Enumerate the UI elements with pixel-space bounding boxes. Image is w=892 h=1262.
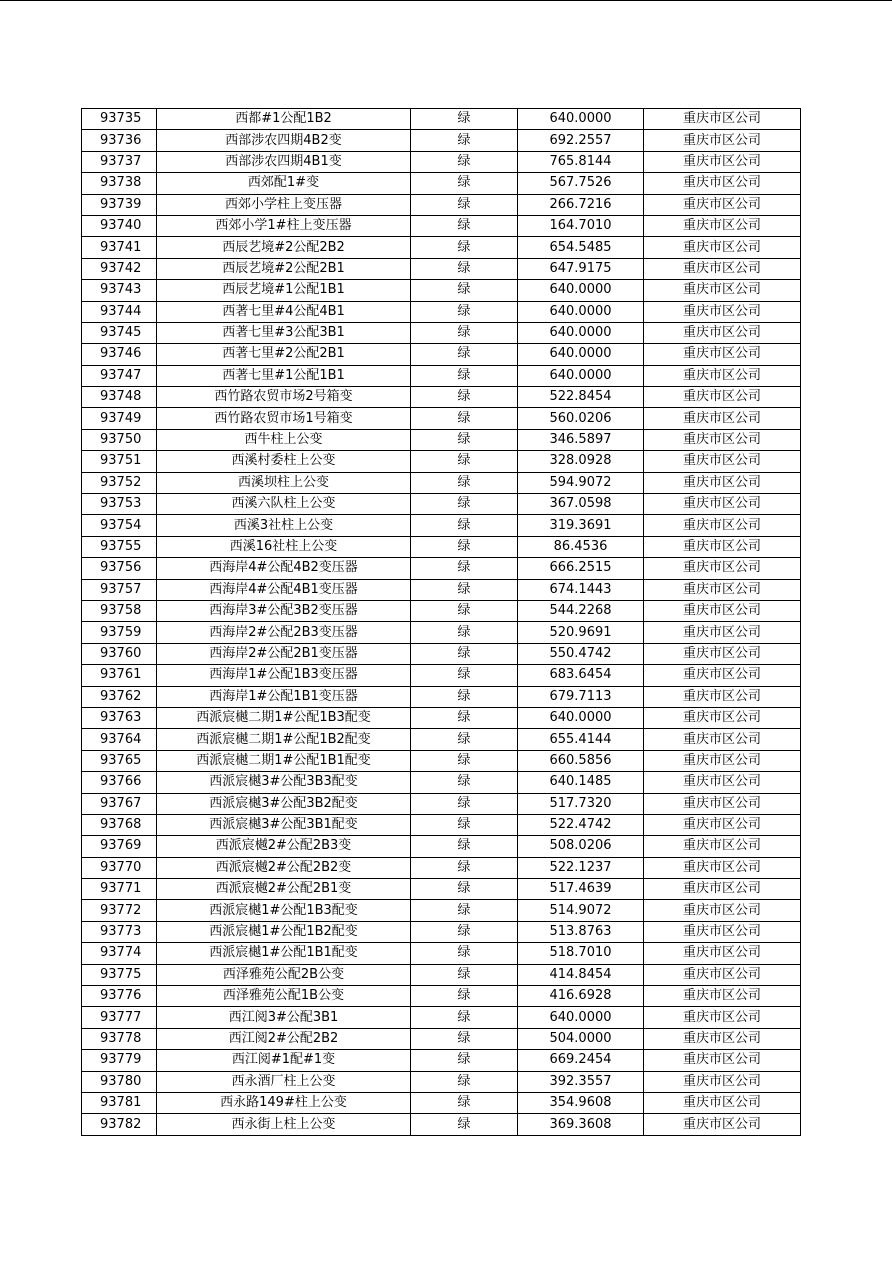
value-cell: 266.7216 <box>518 194 644 215</box>
table-body <box>82 109 801 1136</box>
device-name-cell: 西海岸1#公配1B3变压器 <box>157 665 411 686</box>
device-name-cell: 西派宸樾2#公配2B1变 <box>157 879 411 900</box>
table-row <box>82 772 801 793</box>
table-row <box>82 494 801 515</box>
org-cell: 重庆市区公司 <box>644 558 801 579</box>
row-id-cell: 93737 <box>82 151 157 172</box>
table-row <box>82 429 801 450</box>
status-color-cell: 绿 <box>411 451 518 472</box>
org-cell: 重庆市区公司 <box>644 130 801 151</box>
value-cell: 567.7526 <box>518 173 644 194</box>
device-name-cell: 西海岸4#公配4B2变压器 <box>157 558 411 579</box>
org-cell: 重庆市区公司 <box>644 600 801 621</box>
row-id-cell: 93772 <box>82 900 157 921</box>
status-color-cell: 绿 <box>411 857 518 878</box>
device-name-cell: 西牛柱上公变 <box>157 429 411 450</box>
org-cell: 重庆市区公司 <box>644 1071 801 1092</box>
table-row <box>82 793 801 814</box>
org-cell: 重庆市区公司 <box>644 494 801 515</box>
value-cell: 544.2268 <box>518 600 644 621</box>
value-cell: 414.8454 <box>518 964 644 985</box>
row-id-cell: 93781 <box>82 1092 157 1113</box>
org-cell: 重庆市区公司 <box>644 857 801 878</box>
table-row <box>82 301 801 322</box>
row-id-cell: 93751 <box>82 451 157 472</box>
device-name-cell: 西竹路农贸市场2号箱变 <box>157 387 411 408</box>
table-row <box>82 665 801 686</box>
table-row <box>82 921 801 942</box>
device-name-cell: 西江阅3#公配3B1 <box>157 1007 411 1028</box>
row-id-cell: 93769 <box>82 836 157 857</box>
table-row <box>82 322 801 343</box>
table-row <box>82 365 801 386</box>
device-name-cell: 西著七里#1公配1B1 <box>157 365 411 386</box>
org-cell: 重庆市区公司 <box>644 793 801 814</box>
value-cell: 328.0928 <box>518 451 644 472</box>
device-name-cell: 西溪16社柱上公变 <box>157 536 411 557</box>
value-cell: 640.0000 <box>518 109 644 130</box>
status-color-cell: 绿 <box>411 130 518 151</box>
status-color-cell: 绿 <box>411 1028 518 1049</box>
org-cell: 重庆市区公司 <box>644 1028 801 1049</box>
status-color-cell: 绿 <box>411 665 518 686</box>
device-name-cell: 西海岸2#公配2B1变压器 <box>157 643 411 664</box>
table-row <box>82 1007 801 1028</box>
org-cell: 重庆市区公司 <box>644 1050 801 1071</box>
table-row <box>82 1092 801 1113</box>
status-color-cell: 绿 <box>411 258 518 279</box>
status-color-cell: 绿 <box>411 986 518 1007</box>
value-cell: 518.7010 <box>518 943 644 964</box>
value-cell: 674.1443 <box>518 579 644 600</box>
status-color-cell: 绿 <box>411 879 518 900</box>
device-name-cell: 西派宸樾二期1#公配1B3配变 <box>157 707 411 728</box>
status-color-cell: 绿 <box>411 301 518 322</box>
table-row <box>82 151 801 172</box>
org-cell: 重庆市区公司 <box>644 344 801 365</box>
table-row <box>82 387 801 408</box>
row-id-cell: 93753 <box>82 494 157 515</box>
row-id-cell: 93735 <box>82 109 157 130</box>
row-id-cell: 93756 <box>82 558 157 579</box>
table-row <box>82 600 801 621</box>
row-id-cell: 93758 <box>82 600 157 621</box>
row-id-cell: 93762 <box>82 686 157 707</box>
device-name-cell: 西部涉农四期4B1变 <box>157 151 411 172</box>
org-cell: 重庆市区公司 <box>644 365 801 386</box>
device-name-cell: 西派宸樾1#公配1B2配变 <box>157 921 411 942</box>
status-color-cell: 绿 <box>411 344 518 365</box>
row-id-cell: 93782 <box>82 1114 157 1135</box>
status-color-cell: 绿 <box>411 173 518 194</box>
row-id-cell: 93738 <box>82 173 157 194</box>
status-color-cell: 绿 <box>411 836 518 857</box>
table-row <box>82 194 801 215</box>
device-name-cell: 西海岸4#公配4B1变压器 <box>157 579 411 600</box>
value-cell: 765.8144 <box>518 151 644 172</box>
value-cell: 520.9691 <box>518 622 644 643</box>
org-cell: 重庆市区公司 <box>644 1007 801 1028</box>
device-name-cell: 西溪六队柱上公变 <box>157 494 411 515</box>
status-color-cell: 绿 <box>411 793 518 814</box>
status-color-cell: 绿 <box>411 686 518 707</box>
device-name-cell: 西派宸樾2#公配2B2变 <box>157 857 411 878</box>
row-id-cell: 93761 <box>82 665 157 686</box>
table-row <box>82 643 801 664</box>
org-cell: 重庆市区公司 <box>644 900 801 921</box>
status-color-cell: 绿 <box>411 1050 518 1071</box>
status-color-cell: 绿 <box>411 515 518 536</box>
status-color-cell: 绿 <box>411 943 518 964</box>
row-id-cell: 93752 <box>82 472 157 493</box>
value-cell: 164.7010 <box>518 215 644 236</box>
device-name-cell: 西溪3社柱上公变 <box>157 515 411 536</box>
device-name-cell: 西郊小学1#柱上变压器 <box>157 215 411 236</box>
device-name-cell: 西派宸樾2#公配2B3变 <box>157 836 411 857</box>
table-row <box>82 130 801 151</box>
org-cell: 重庆市区公司 <box>644 194 801 215</box>
device-name-cell: 西海岸1#公配1B1变压器 <box>157 686 411 707</box>
status-color-cell: 绿 <box>411 600 518 621</box>
status-color-cell: 绿 <box>411 1114 518 1135</box>
status-color-cell: 绿 <box>411 194 518 215</box>
status-color-cell: 绿 <box>411 921 518 942</box>
org-cell: 重庆市区公司 <box>644 173 801 194</box>
row-id-cell: 93745 <box>82 322 157 343</box>
device-name-cell: 西溪坝柱上公变 <box>157 472 411 493</box>
value-cell: 666.2515 <box>518 558 644 579</box>
org-cell: 重庆市区公司 <box>644 322 801 343</box>
org-cell: 重庆市区公司 <box>644 1114 801 1135</box>
status-color-cell: 绿 <box>411 237 518 258</box>
value-cell: 517.4639 <box>518 879 644 900</box>
table-row <box>82 536 801 557</box>
org-cell: 重庆市区公司 <box>644 472 801 493</box>
row-id-cell: 93742 <box>82 258 157 279</box>
value-cell: 640.1485 <box>518 772 644 793</box>
device-name-cell: 西溪村委柱上公变 <box>157 451 411 472</box>
table-row <box>82 707 801 728</box>
org-cell: 重庆市区公司 <box>644 515 801 536</box>
row-id-cell: 93749 <box>82 408 157 429</box>
value-cell: 514.9072 <box>518 900 644 921</box>
table-row <box>82 472 801 493</box>
org-cell: 重庆市区公司 <box>644 151 801 172</box>
org-cell: 重庆市区公司 <box>644 301 801 322</box>
table-row <box>82 1114 801 1135</box>
status-color-cell: 绿 <box>411 1007 518 1028</box>
value-cell: 550.4742 <box>518 643 644 664</box>
table-row <box>82 280 801 301</box>
table-row <box>82 986 801 1007</box>
value-cell: 594.9072 <box>518 472 644 493</box>
data-table <box>81 108 801 1136</box>
row-id-cell: 93773 <box>82 921 157 942</box>
status-color-cell: 绿 <box>411 151 518 172</box>
table-row <box>82 1028 801 1049</box>
device-name-cell: 西著七里#3公配3B1 <box>157 322 411 343</box>
device-name-cell: 西派宸樾1#公配1B3配变 <box>157 900 411 921</box>
status-color-cell: 绿 <box>411 280 518 301</box>
row-id-cell: 93743 <box>82 280 157 301</box>
value-cell: 367.0598 <box>518 494 644 515</box>
org-cell: 重庆市区公司 <box>644 986 801 1007</box>
org-cell: 重庆市区公司 <box>644 814 801 835</box>
value-cell: 640.0000 <box>518 707 644 728</box>
org-cell: 重庆市区公司 <box>644 280 801 301</box>
value-cell: 517.7320 <box>518 793 644 814</box>
device-name-cell: 西派宸樾3#公配3B3配变 <box>157 772 411 793</box>
device-name-cell: 西江阅#1配#1变 <box>157 1050 411 1071</box>
device-name-cell: 西辰艺境#2公配2B2 <box>157 237 411 258</box>
device-name-cell: 西泽雅苑公配1B公变 <box>157 986 411 1007</box>
device-name-cell: 西派宸樾1#公配1B1配变 <box>157 943 411 964</box>
value-cell: 522.4742 <box>518 814 644 835</box>
status-color-cell: 绿 <box>411 579 518 600</box>
org-cell: 重庆市区公司 <box>644 964 801 985</box>
org-cell: 重庆市区公司 <box>644 387 801 408</box>
org-cell: 重庆市区公司 <box>644 750 801 771</box>
org-cell: 重庆市区公司 <box>644 1092 801 1113</box>
row-id-cell: 93741 <box>82 237 157 258</box>
table-row <box>82 579 801 600</box>
table-row <box>82 879 801 900</box>
device-name-cell: 西辰艺境#1公配1B1 <box>157 280 411 301</box>
org-cell: 重庆市区公司 <box>644 729 801 750</box>
org-cell: 重庆市区公司 <box>644 622 801 643</box>
row-id-cell: 93746 <box>82 344 157 365</box>
table-row <box>82 258 801 279</box>
row-id-cell: 93757 <box>82 579 157 600</box>
row-id-cell: 93774 <box>82 943 157 964</box>
table-row <box>82 729 801 750</box>
value-cell: 640.0000 <box>518 344 644 365</box>
row-id-cell: 93776 <box>82 986 157 1007</box>
device-name-cell: 西著七里#2公配2B1 <box>157 344 411 365</box>
row-id-cell: 93739 <box>82 194 157 215</box>
row-id-cell: 93770 <box>82 857 157 878</box>
table-row <box>82 686 801 707</box>
value-cell: 692.2557 <box>518 130 644 151</box>
table-row <box>82 622 801 643</box>
row-id-cell: 93736 <box>82 130 157 151</box>
row-id-cell: 93775 <box>82 964 157 985</box>
value-cell: 640.0000 <box>518 301 644 322</box>
status-color-cell: 绿 <box>411 1071 518 1092</box>
table-row <box>82 215 801 236</box>
value-cell: 640.0000 <box>518 280 644 301</box>
table-row <box>82 344 801 365</box>
status-color-cell: 绿 <box>411 729 518 750</box>
value-cell: 522.8454 <box>518 387 644 408</box>
row-id-cell: 93740 <box>82 215 157 236</box>
status-color-cell: 绿 <box>411 1092 518 1113</box>
value-cell: 669.2454 <box>518 1050 644 1071</box>
org-cell: 重庆市区公司 <box>644 451 801 472</box>
org-cell: 重庆市区公司 <box>644 536 801 557</box>
org-cell: 重庆市区公司 <box>644 109 801 130</box>
table-row <box>82 408 801 429</box>
row-id-cell: 93748 <box>82 387 157 408</box>
org-cell: 重庆市区公司 <box>644 707 801 728</box>
table-row <box>82 1050 801 1071</box>
status-color-cell: 绿 <box>411 215 518 236</box>
table-row <box>82 1071 801 1092</box>
row-id-cell: 93768 <box>82 814 157 835</box>
org-cell: 重庆市区公司 <box>644 836 801 857</box>
row-id-cell: 93744 <box>82 301 157 322</box>
device-name-cell: 西永街上柱上公变 <box>157 1114 411 1135</box>
org-cell: 重庆市区公司 <box>644 429 801 450</box>
org-cell: 重庆市区公司 <box>644 408 801 429</box>
row-id-cell: 93765 <box>82 750 157 771</box>
device-name-cell: 西江阅2#公配2B2 <box>157 1028 411 1049</box>
value-cell: 640.0000 <box>518 1007 644 1028</box>
value-cell: 640.0000 <box>518 365 644 386</box>
row-id-cell: 93777 <box>82 1007 157 1028</box>
device-name-cell: 西竹路农贸市场1号箱变 <box>157 408 411 429</box>
status-color-cell: 绿 <box>411 750 518 771</box>
value-cell: 416.6928 <box>518 986 644 1007</box>
row-id-cell: 93754 <box>82 515 157 536</box>
status-color-cell: 绿 <box>411 643 518 664</box>
table-row <box>82 515 801 536</box>
status-color-cell: 绿 <box>411 322 518 343</box>
org-cell: 重庆市区公司 <box>644 643 801 664</box>
status-color-cell: 绿 <box>411 387 518 408</box>
table-row <box>82 750 801 771</box>
table-row <box>82 964 801 985</box>
table-row <box>82 900 801 921</box>
device-name-cell: 西海岸3#公配3B2变压器 <box>157 600 411 621</box>
status-color-cell: 绿 <box>411 558 518 579</box>
value-cell: 513.8763 <box>518 921 644 942</box>
device-name-cell: 西著七里#4公配4B1 <box>157 301 411 322</box>
status-color-cell: 绿 <box>411 109 518 130</box>
status-color-cell: 绿 <box>411 536 518 557</box>
row-id-cell: 93766 <box>82 772 157 793</box>
device-name-cell: 西派宸樾3#公配3B2配变 <box>157 793 411 814</box>
value-cell: 560.0206 <box>518 408 644 429</box>
org-cell: 重庆市区公司 <box>644 237 801 258</box>
row-id-cell: 93780 <box>82 1071 157 1092</box>
org-cell: 重庆市区公司 <box>644 258 801 279</box>
status-color-cell: 绿 <box>411 429 518 450</box>
value-cell: 392.3557 <box>518 1071 644 1092</box>
device-name-cell: 西泽雅苑公配2B公变 <box>157 964 411 985</box>
org-cell: 重庆市区公司 <box>644 772 801 793</box>
device-name-cell: 西派宸樾二期1#公配1B2配变 <box>157 729 411 750</box>
status-color-cell: 绿 <box>411 964 518 985</box>
row-id-cell: 93759 <box>82 622 157 643</box>
value-cell: 640.0000 <box>518 322 644 343</box>
row-id-cell: 93763 <box>82 707 157 728</box>
value-cell: 369.3608 <box>518 1114 644 1135</box>
value-cell: 660.5856 <box>518 750 644 771</box>
device-name-cell: 西辰艺境#2公配2B1 <box>157 258 411 279</box>
row-id-cell: 93767 <box>82 793 157 814</box>
table-row <box>82 943 801 964</box>
value-cell: 86.4536 <box>518 536 644 557</box>
status-color-cell: 绿 <box>411 494 518 515</box>
org-cell: 重庆市区公司 <box>644 579 801 600</box>
table-row <box>82 558 801 579</box>
table-row <box>82 109 801 130</box>
value-cell: 655.4144 <box>518 729 644 750</box>
device-name-cell: 西都#1公配1B2 <box>157 109 411 130</box>
value-cell: 522.1237 <box>518 857 644 878</box>
org-cell: 重庆市区公司 <box>644 921 801 942</box>
org-cell: 重庆市区公司 <box>644 665 801 686</box>
device-name-cell: 西永酒厂柱上公变 <box>157 1071 411 1092</box>
value-cell: 508.0206 <box>518 836 644 857</box>
org-cell: 重庆市区公司 <box>644 215 801 236</box>
device-name-cell: 西郊配1#变 <box>157 173 411 194</box>
table-row <box>82 451 801 472</box>
table-row <box>82 857 801 878</box>
value-cell: 346.5897 <box>518 429 644 450</box>
status-color-cell: 绿 <box>411 707 518 728</box>
device-name-cell: 西郊小学柱上变压器 <box>157 194 411 215</box>
value-cell: 679.7113 <box>518 686 644 707</box>
status-color-cell: 绿 <box>411 772 518 793</box>
value-cell: 647.9175 <box>518 258 644 279</box>
org-cell: 重庆市区公司 <box>644 686 801 707</box>
status-color-cell: 绿 <box>411 814 518 835</box>
value-cell: 504.0000 <box>518 1028 644 1049</box>
row-id-cell: 93747 <box>82 365 157 386</box>
table-row <box>82 173 801 194</box>
row-id-cell: 93750 <box>82 429 157 450</box>
org-cell: 重庆市区公司 <box>644 879 801 900</box>
value-cell: 319.3691 <box>518 515 644 536</box>
status-color-cell: 绿 <box>411 622 518 643</box>
data-table-container <box>81 108 800 1136</box>
status-color-cell: 绿 <box>411 900 518 921</box>
table-row <box>82 237 801 258</box>
status-color-cell: 绿 <box>411 408 518 429</box>
status-color-cell: 绿 <box>411 472 518 493</box>
page-top-rule <box>0 0 892 1</box>
value-cell: 354.9608 <box>518 1092 644 1113</box>
table-row <box>82 836 801 857</box>
row-id-cell: 93771 <box>82 879 157 900</box>
device-name-cell: 西派宸樾二期1#公配1B1配变 <box>157 750 411 771</box>
status-color-cell: 绿 <box>411 365 518 386</box>
row-id-cell: 93764 <box>82 729 157 750</box>
org-cell: 重庆市区公司 <box>644 943 801 964</box>
row-id-cell: 93755 <box>82 536 157 557</box>
device-name-cell: 西海岸2#公配2B3变压器 <box>157 622 411 643</box>
row-id-cell: 93760 <box>82 643 157 664</box>
device-name-cell: 西永路149#柱上公变 <box>157 1092 411 1113</box>
row-id-cell: 93779 <box>82 1050 157 1071</box>
device-name-cell: 西部涉农四期4B2变 <box>157 130 411 151</box>
row-id-cell: 93778 <box>82 1028 157 1049</box>
device-name-cell: 西派宸樾3#公配3B1配变 <box>157 814 411 835</box>
value-cell: 654.5485 <box>518 237 644 258</box>
value-cell: 683.6454 <box>518 665 644 686</box>
table-row <box>82 814 801 835</box>
